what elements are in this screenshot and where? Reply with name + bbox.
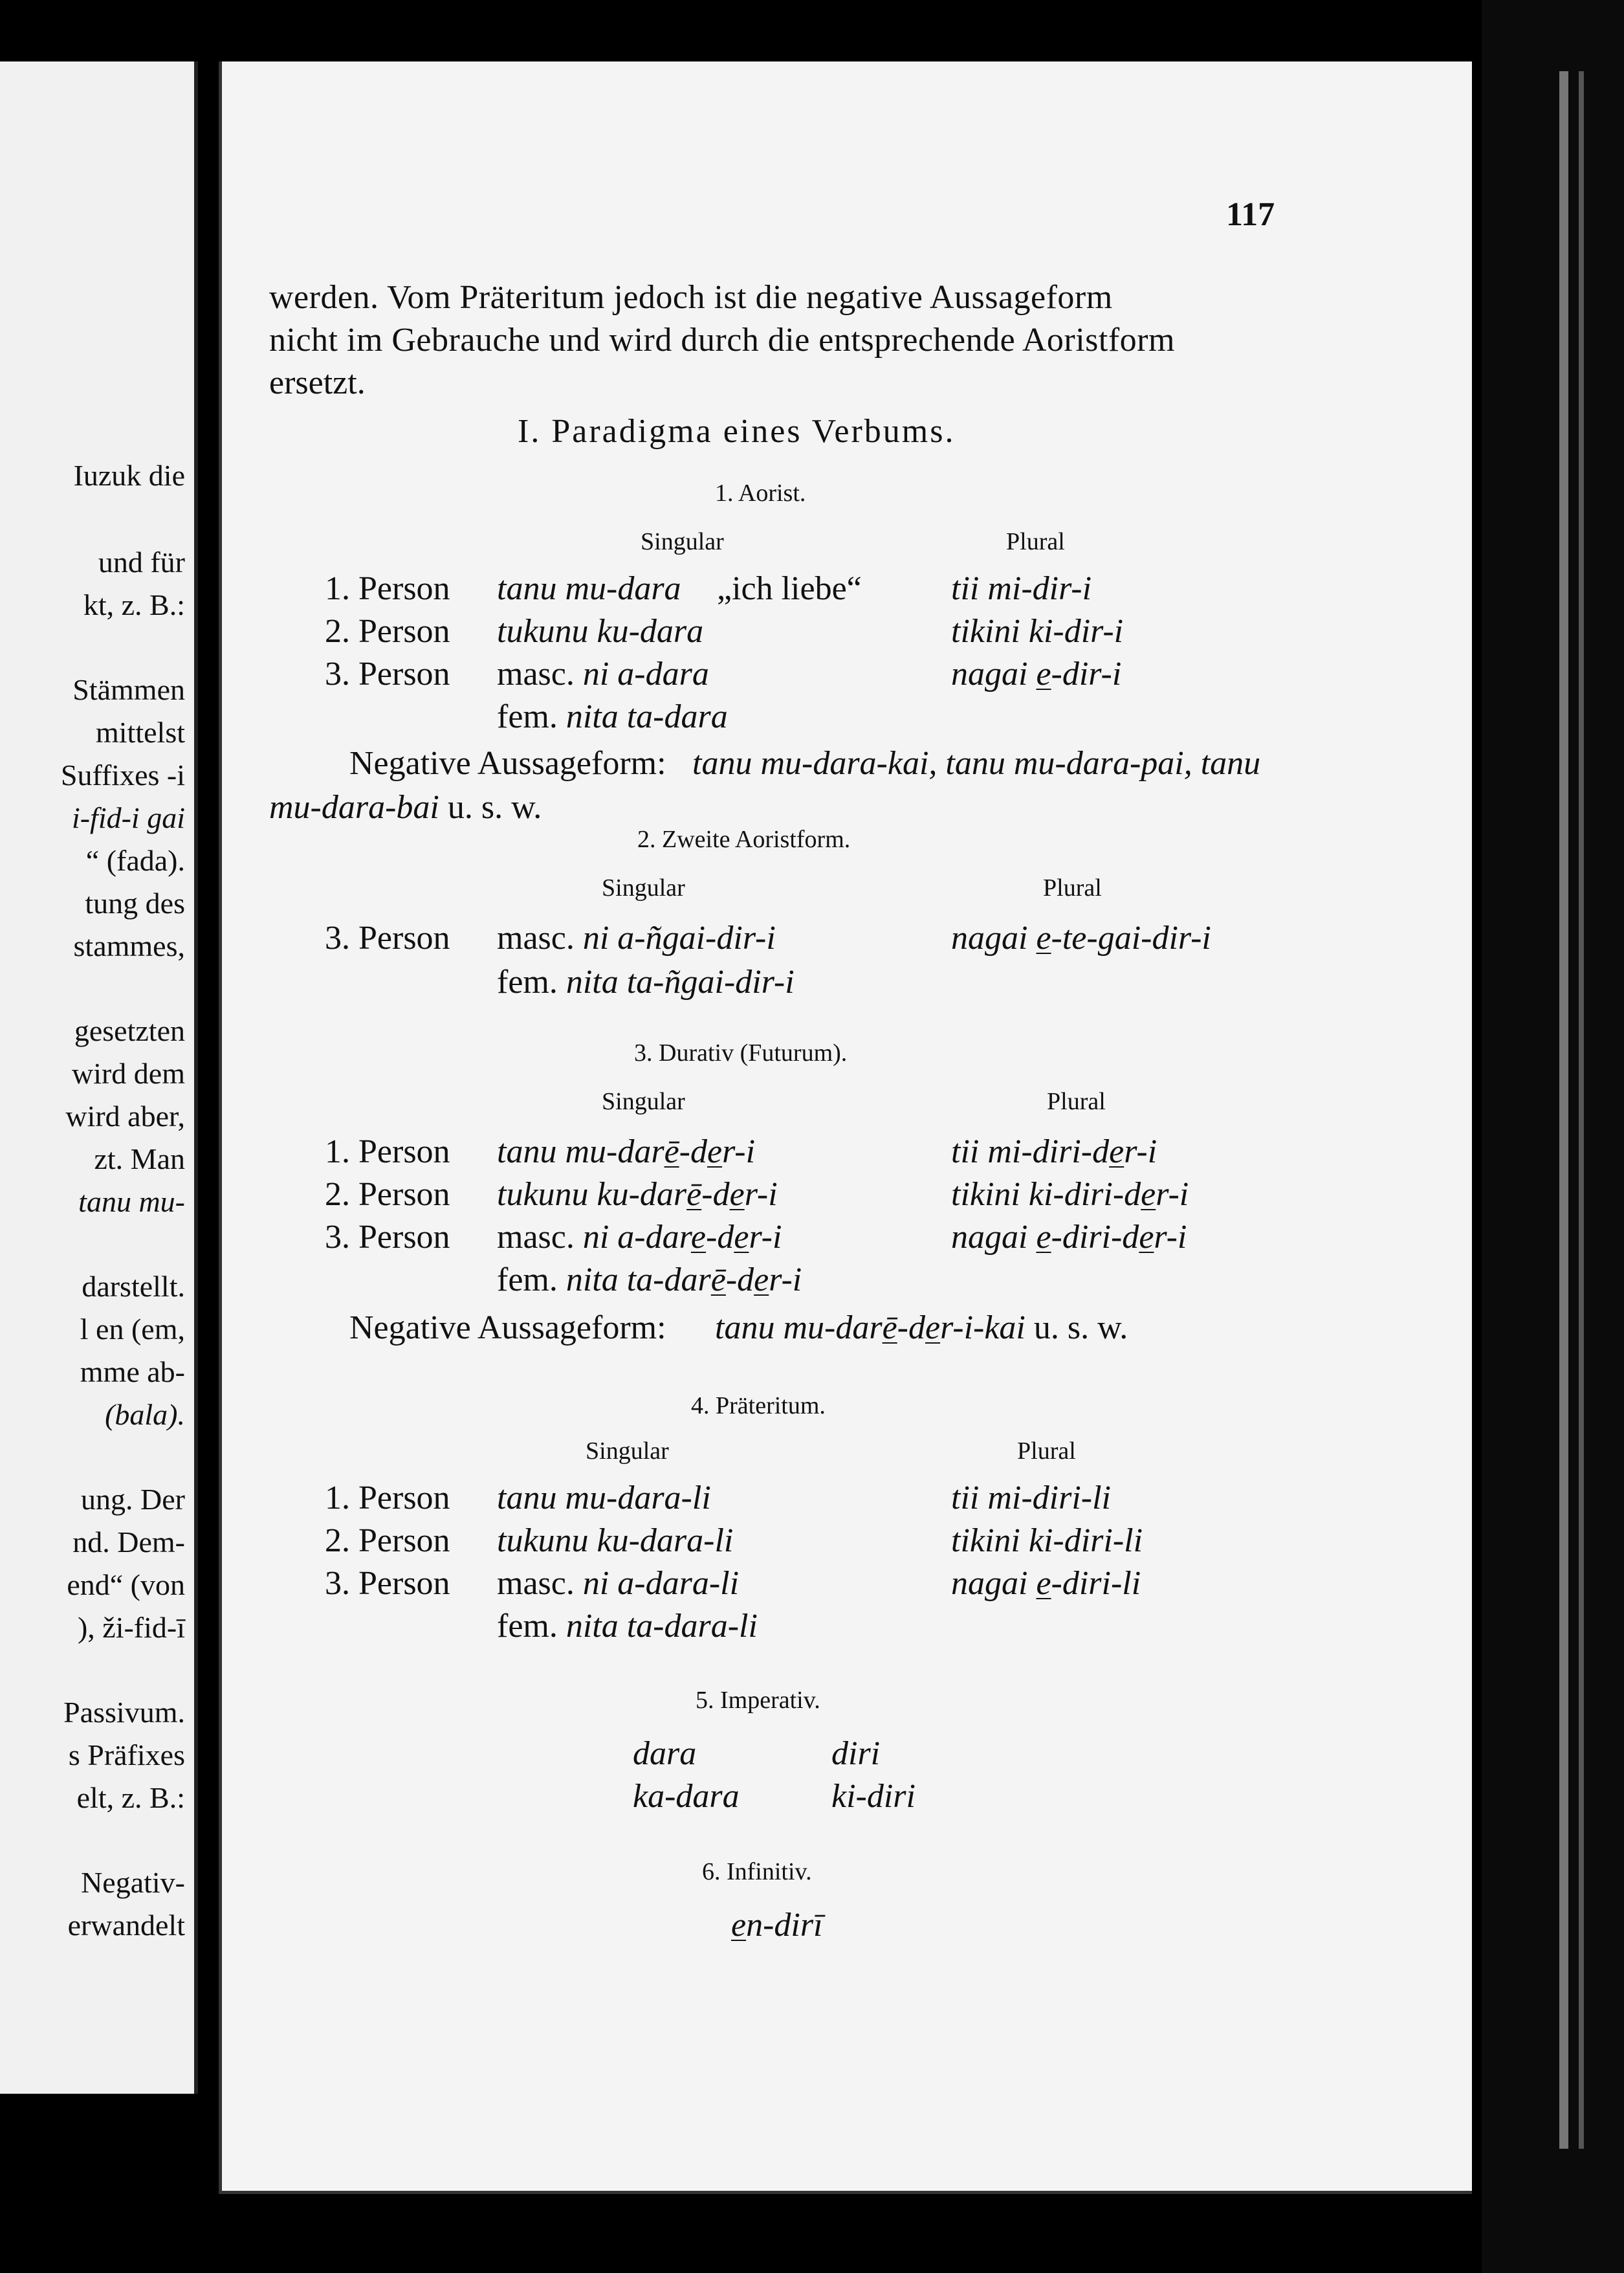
section-title-praeteritum: 4. Präteritum.	[691, 1392, 826, 1419]
left-line: Iuzuk die	[73, 459, 185, 492]
column-header-singular: Singular	[602, 1088, 685, 1115]
intro-line-2: nicht im Gebrauche und wird durch die entsprechende Aoristform	[269, 322, 1175, 359]
section-heading: I. Paradigma eines Verbums.	[518, 413, 956, 450]
verb-form: masc. ni a-dare-der-i	[497, 1219, 782, 1256]
person-label: 1. Person	[325, 570, 450, 607]
left-line: zt. Man	[94, 1142, 185, 1175]
column-header-plural: Plural	[1047, 1088, 1106, 1115]
verb-form: tikini ki-diri-der-i	[951, 1176, 1189, 1213]
verb-form: fem. nita ta-dara-li	[497, 1608, 758, 1645]
negative-forms: tanu mu-darē-der-i-kai u. s. w.	[715, 1309, 1128, 1346]
left-line: wird dem	[71, 1057, 185, 1090]
left-line: ), ži-fid-ī	[77, 1611, 185, 1644]
left-line: end“ (von	[67, 1568, 185, 1601]
verb-form: tikini ki-dir-i	[951, 613, 1124, 650]
section-title-durativ: 3. Durativ (Futurum).	[634, 1039, 848, 1067]
left-line: mittelst	[96, 716, 185, 749]
left-line: ung. Der	[81, 1483, 185, 1516]
verb-form: dara	[633, 1735, 697, 1772]
column-header-plural: Plural	[1006, 528, 1065, 555]
verb-form: nagai e-diri-li	[951, 1565, 1141, 1602]
section-title-imperativ: 5. Imperativ.	[696, 1687, 820, 1714]
page-number: 117	[1226, 196, 1275, 233]
verb-form: masc. ni a-dara	[497, 656, 709, 693]
left-line: “ (fada).	[85, 844, 185, 877]
person-label: 2. Person	[325, 613, 450, 650]
verb-form: tukunu ku-dara-li	[497, 1522, 734, 1559]
left-line: s Präfixes	[68, 1738, 185, 1771]
verb-form: masc. ni a-ñgai-dir-i	[497, 920, 776, 957]
verb-form: tii mi-dir-i	[951, 570, 1092, 607]
book-edge	[1482, 0, 1624, 2273]
left-page-fragment	[0, 61, 198, 2094]
left-line: tung des	[85, 887, 185, 920]
person-label: 1. Person	[325, 1133, 450, 1170]
section-title-aorist2: 2. Zweite Aoristform.	[637, 826, 851, 853]
left-line: elt, z. B.:	[76, 1781, 185, 1814]
verb-form: en-dirī	[731, 1907, 823, 1944]
column-header-plural: Plural	[1017, 1437, 1076, 1465]
left-line: tanu mu-	[78, 1185, 185, 1218]
verb-form: tukunu ku-darē-der-i	[497, 1176, 778, 1213]
person-label: 1. Person	[325, 1480, 450, 1516]
column-header-singular: Singular	[641, 528, 724, 555]
left-line: kt, z. B.:	[83, 588, 185, 621]
verb-form: nagai e-dir-i	[951, 656, 1122, 693]
left-line: Passivum.	[63, 1696, 185, 1729]
person-label: 3. Person	[325, 920, 450, 957]
left-line: stammes,	[73, 929, 185, 962]
left-line: (bala).	[105, 1398, 185, 1431]
person-label: 2. Person	[325, 1176, 450, 1213]
negative-label: Negative Aussageform:	[349, 745, 666, 782]
left-line: mme ab-	[80, 1355, 185, 1388]
left-line: wird aber,	[65, 1100, 185, 1133]
verb-form: tukunu ku-dara	[497, 613, 704, 650]
column-header-singular: Singular	[586, 1437, 669, 1465]
left-line: darstellt.	[82, 1270, 185, 1303]
person-label: 2. Person	[325, 1522, 450, 1559]
left-line: i-fid-i gai	[71, 801, 185, 834]
negative-label: Negative Aussageform:	[349, 1309, 666, 1346]
verb-form: fem. nita ta-dara	[497, 698, 728, 735]
verb-form: tii mi-diri-der-i	[951, 1133, 1158, 1170]
left-line: Suffixes -i	[60, 759, 185, 792]
verb-form: ka-dara	[633, 1778, 740, 1815]
verb-form: masc. ni a-dara-li	[497, 1565, 740, 1602]
left-line: nd. Dem-	[72, 1525, 185, 1558]
left-line: Negativ-	[81, 1866, 185, 1899]
column-header-plural: Plural	[1043, 874, 1102, 902]
verb-form: tikini ki-diri-li	[951, 1522, 1143, 1559]
person-label: 3. Person	[325, 1565, 450, 1602]
verb-form: nagai e-diri-der-i	[951, 1219, 1187, 1256]
section-title-aorist: 1. Aorist.	[715, 480, 806, 507]
left-line: erwandelt	[67, 1909, 185, 1942]
book-page	[219, 61, 1472, 2194]
intro-line-1: werden. Vom Präteritum jedoch ist die negative Aussageform	[269, 279, 1113, 316]
left-line: Stämmen	[72, 673, 185, 706]
left-line: l en (em,	[80, 1313, 185, 1346]
person-label: 3. Person	[325, 656, 450, 693]
person-label: 3. Person	[325, 1219, 450, 1256]
verb-form: tanu mu-dara-li	[497, 1480, 711, 1516]
verb-form: ki-diri	[831, 1778, 916, 1815]
verb-form: diri	[831, 1735, 881, 1772]
negative-forms: tanu mu-dara-kai, tanu mu-dara-pai, tanu	[692, 745, 1261, 782]
column-header-singular: Singular	[602, 874, 685, 902]
verb-form: tanu mu-dara	[497, 570, 681, 607]
verb-form: fem. nita ta-ñgai-dir-i	[497, 964, 795, 1001]
negative-forms-cont: mu-dara-bai u. s. w.	[269, 789, 542, 826]
verb-form: nagai e-te-gai-dir-i	[951, 920, 1211, 957]
left-line: und für	[98, 546, 185, 579]
left-line: gesetzten	[74, 1014, 185, 1047]
section-title-infinitiv: 6. Infinitiv.	[702, 1858, 812, 1885]
verb-form: tii mi-diri-li	[951, 1480, 1111, 1516]
intro-line-3: ersetzt.	[269, 364, 366, 401]
verb-form: tanu mu-darē-der-i	[497, 1133, 756, 1170]
verb-form: fem. nita ta-darē-der-i	[497, 1261, 802, 1298]
gloss: „ich liebe“	[717, 570, 862, 607]
